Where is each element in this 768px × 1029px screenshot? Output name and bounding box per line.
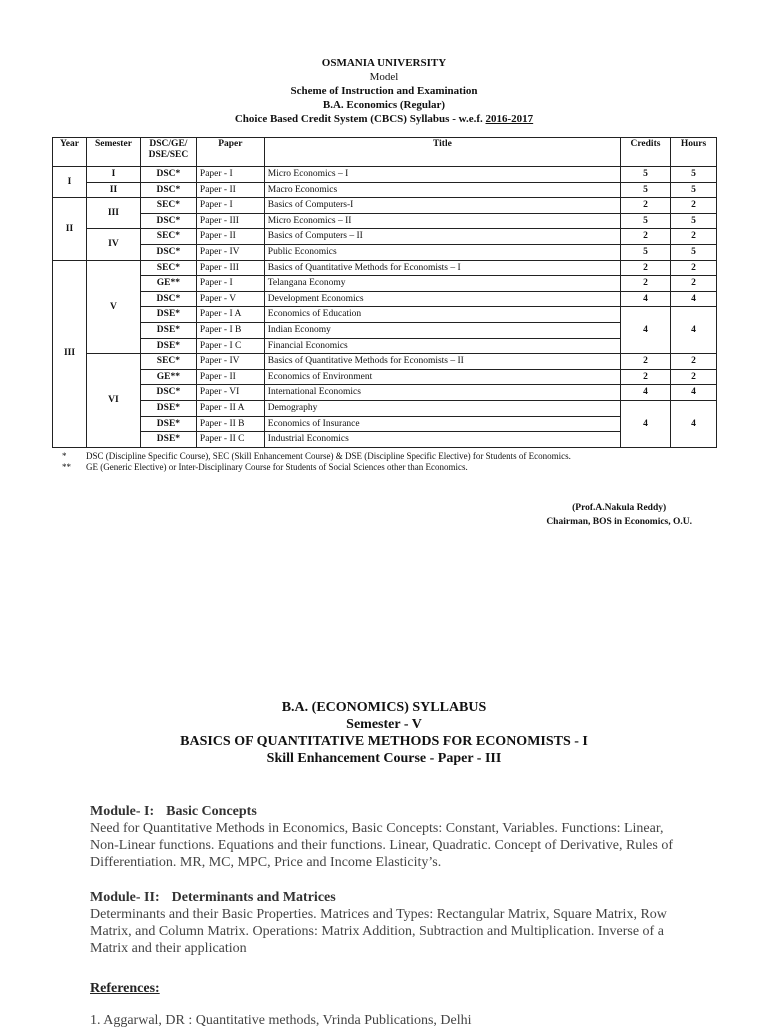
table-row <box>53 182 717 198</box>
footnote-text: DSC (Discipline Specific Course), SEC (Skill Enhancement Course) & DSE (Discipline Specific Elective) for Students of Economics. <box>86 451 571 461</box>
table-row <box>53 322 717 338</box>
table-row <box>53 369 717 385</box>
hours-cell: 2 <box>670 276 716 292</box>
syllabus-semester: Semester - V <box>346 717 422 732</box>
credits-cell: 4 <box>621 400 671 447</box>
table-row <box>53 276 717 292</box>
paper-cell: Paper - I B <box>196 322 264 338</box>
title-cell: Economics of Insurance <box>264 416 620 432</box>
table-row <box>53 260 717 276</box>
credits-cell: 2 <box>621 369 671 385</box>
module-text: Need for Quantitative Methods in Economics, Basic Concepts: Constant, Variables. Functions: Linear, Non-Linear functions. Equations and their functions. Linear, Quadratic. Concept of Derivative, Rules of Differentiation. MR, MC, MPC, Price and Income Elasticity’s. <box>90 821 673 870</box>
syllabus-sub: Skill Enhancement Course - Paper - III <box>266 751 502 766</box>
col-header-type: DSC/GE/ DSE/SEC <box>140 138 196 167</box>
col-header-credits: Credits <box>621 138 671 167</box>
syllabus-course: BASICS OF QUANTITATIVE METHODS FOR ECONOMISTS - I <box>180 734 588 749</box>
paper-cell: Paper - II <box>196 369 264 385</box>
paper-cell: Paper - II A <box>196 400 264 416</box>
hours-cell: 4 <box>670 307 716 354</box>
col-header-title: Title <box>264 138 620 167</box>
credits-cell: 4 <box>621 385 671 401</box>
paper-cell: Paper - III <box>196 260 264 276</box>
title-cell: Indian Economy <box>264 322 620 338</box>
title-cell: Economics of Education <box>264 307 620 323</box>
col-header-hours: Hours <box>670 138 716 167</box>
reference-item: 1. Aggarwal, DR : Quantitative methods, Vrinda Publications, Delhi <box>90 1013 472 1028</box>
module-heading <box>90 889 690 906</box>
credits-cell: 4 <box>621 291 671 307</box>
type-cell: DSE* <box>140 322 196 338</box>
hours-cell: 4 <box>670 400 716 447</box>
type-cell: SEC* <box>140 354 196 370</box>
scheme-title: Scheme of Instruction and Examination <box>290 85 478 97</box>
col-header-year: Year <box>53 138 87 167</box>
type-cell: DSC* <box>140 182 196 198</box>
hours-cell: 2 <box>670 260 716 276</box>
table-row <box>53 400 717 416</box>
paper-cell: Paper - I <box>196 276 264 292</box>
hours-cell: 5 <box>670 167 716 183</box>
credits-cell: 5 <box>621 167 671 183</box>
title-cell: Basics of Quantitative Methods for Economists – II <box>264 354 620 370</box>
type-cell: DSC* <box>140 213 196 229</box>
title-cell: Micro Economics – I <box>264 167 620 183</box>
type-cell: GE** <box>140 276 196 292</box>
credits-cell: 2 <box>621 229 671 245</box>
paper-cell: Paper - II B <box>196 416 264 432</box>
credits-cell: 2 <box>621 276 671 292</box>
table-row <box>53 244 717 260</box>
paper-cell: Paper - I C <box>196 338 264 354</box>
hours-cell: 2 <box>670 198 716 214</box>
semester-cell: IV <box>86 229 140 260</box>
module-block <box>90 889 690 957</box>
type-cell: SEC* <box>140 260 196 276</box>
signatory-role: Chairman, BOS in Economics, O.U. <box>546 517 692 527</box>
title-cell: Financial Economics <box>264 338 620 354</box>
title-cell: Public Economics <box>264 244 620 260</box>
paper-cell: Paper - I <box>196 167 264 183</box>
title-cell: Demography <box>264 400 620 416</box>
paper-cell: Paper - IV <box>196 244 264 260</box>
paper-cell: Paper - III <box>196 213 264 229</box>
paper-cell: Paper - II <box>196 229 264 245</box>
signature-block <box>546 501 692 529</box>
program-title: B.A. Economics (Regular) <box>322 99 446 111</box>
paper-cell: Paper - VI <box>196 385 264 401</box>
references-heading: References: <box>90 981 160 996</box>
year-cell: II <box>53 198 87 260</box>
title-cell: Micro Economics – II <box>264 213 620 229</box>
type-cell: DSC* <box>140 385 196 401</box>
type-cell: DSE* <box>140 307 196 323</box>
table-row <box>53 229 717 245</box>
title-cell: Macro Economics <box>264 182 620 198</box>
type-cell: GE** <box>140 369 196 385</box>
credits-cell: 2 <box>621 198 671 214</box>
col-header-paper: Paper <box>196 138 264 167</box>
semester-cell: II <box>86 182 140 198</box>
year-cell: III <box>53 260 87 447</box>
cbcs-title <box>0 112 768 126</box>
table-row <box>53 385 717 401</box>
syllabus-title: B.A. (ECONOMICS) SYLLABUS <box>281 700 487 715</box>
credits-cell: 5 <box>621 213 671 229</box>
table-row <box>53 213 717 229</box>
paper-cell: Paper - II C <box>196 432 264 448</box>
footnote <box>62 451 571 462</box>
table-row <box>53 354 717 370</box>
credits-cell: 2 <box>621 260 671 276</box>
type-cell: SEC* <box>140 198 196 214</box>
credits-cell: 5 <box>621 182 671 198</box>
scheme-table <box>52 137 717 448</box>
module-name: Basic Concepts <box>166 804 257 819</box>
type-cell: DSE* <box>140 432 196 448</box>
hours-cell: 4 <box>670 385 716 401</box>
hours-cell: 5 <box>670 182 716 198</box>
footnotes <box>62 451 571 473</box>
type-cell: SEC* <box>140 229 196 245</box>
col-header-semester: Semester <box>86 138 140 167</box>
footnote-mark: * <box>62 451 67 461</box>
paper-cell: Paper - V <box>196 291 264 307</box>
type-cell: DSC* <box>140 291 196 307</box>
title-cell: Basics of Computers – II <box>264 229 620 245</box>
table-row <box>53 198 717 214</box>
credits-cell: 5 <box>621 244 671 260</box>
table-row <box>53 167 717 183</box>
type-cell: DSC* <box>140 244 196 260</box>
credits-cell: 2 <box>621 354 671 370</box>
semester-cell: VI <box>86 354 140 448</box>
hours-cell: 5 <box>670 213 716 229</box>
type-cell: DSC* <box>140 167 196 183</box>
table-row <box>53 338 717 354</box>
hours-cell: 2 <box>670 354 716 370</box>
footnote-text: GE (Generic Elective) or Inter-Disciplinary Course for Students of Social Sciences other than Economics. <box>86 462 468 472</box>
table-row <box>53 291 717 307</box>
hours-cell: 4 <box>670 291 716 307</box>
paper-cell: Paper - I <box>196 198 264 214</box>
table-row <box>53 432 717 448</box>
cbcs-prefix: Choice Based Credit System (CBCS) Syllabus - w.e.f. <box>234 113 486 125</box>
footnote <box>62 462 571 473</box>
table-row <box>53 307 717 323</box>
document-header <box>0 56 768 126</box>
signatory-name: (Prof.A.Nakula Reddy) <box>572 503 667 513</box>
module-label: Module- I: <box>90 804 155 819</box>
semester-cell: V <box>86 260 140 354</box>
title-cell: Industrial Economics <box>264 432 620 448</box>
table-row <box>53 416 717 432</box>
title-cell: International Economics <box>264 385 620 401</box>
title-cell: Telangana Economy <box>264 276 620 292</box>
credits-cell: 4 <box>621 307 671 354</box>
semester-cell: III <box>86 198 140 229</box>
title-cell: Basics of Computers-I <box>264 198 620 214</box>
module-text: Determinants and their Basic Properties. Matrices and Types: Rectangular Matrix, Square Matrix, Row Matrix, and Column Matrix. Operations: Matrix Addition, Subtraction and Multiplication. Inverse of a Matrix and their application <box>90 907 667 956</box>
module-block <box>90 803 690 871</box>
title-cell: Basics of Quantitative Methods for Economists – I <box>264 260 620 276</box>
hours-cell: 5 <box>670 244 716 260</box>
title-cell: Economics of Environment <box>264 369 620 385</box>
module-name: Determinants and Matrices <box>171 890 336 905</box>
footnote-mark: ** <box>62 462 71 472</box>
university-name: OSMANIA UNIVERSITY <box>321 57 447 69</box>
syllabus-heading <box>0 699 768 767</box>
type-cell: DSE* <box>140 338 196 354</box>
title-cell: Development Economics <box>264 291 620 307</box>
year-cell: I <box>53 167 87 198</box>
type-cell: DSE* <box>140 400 196 416</box>
module-label: Module- II: <box>90 890 160 905</box>
paper-cell: Paper - II <box>196 182 264 198</box>
module-heading <box>90 803 690 820</box>
type-cell: DSE* <box>140 416 196 432</box>
cbcs-year: 2016-2017 <box>485 113 534 125</box>
table-header-row <box>53 138 717 167</box>
hours-cell: 2 <box>670 369 716 385</box>
paper-cell: Paper - IV <box>196 354 264 370</box>
semester-cell: I <box>86 167 140 183</box>
paper-cell: Paper - I A <box>196 307 264 323</box>
hours-cell: 2 <box>670 229 716 245</box>
model-label: Model <box>369 71 399 83</box>
